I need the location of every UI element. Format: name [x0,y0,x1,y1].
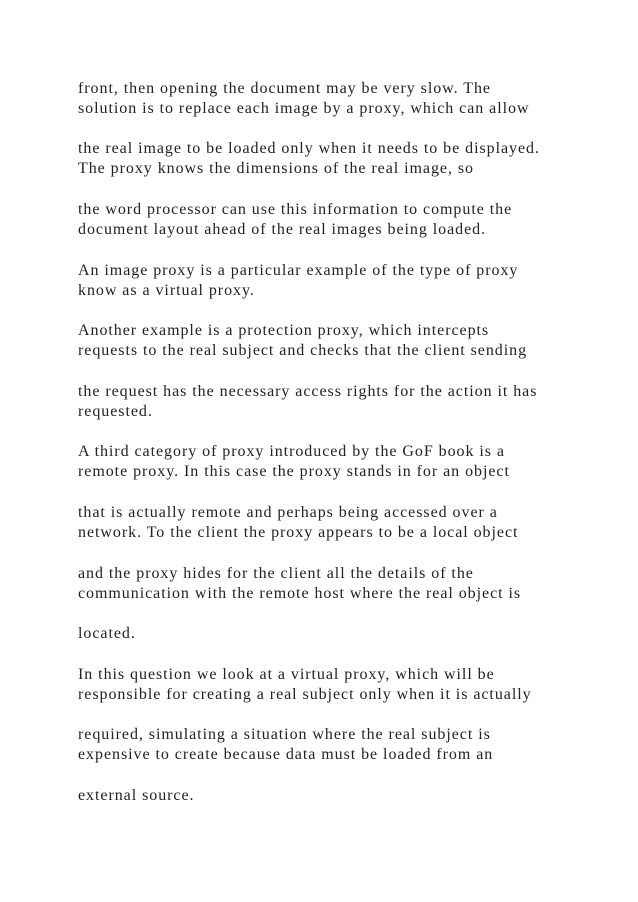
text-line: An image proxy is a particular example of the type of proxy [78,262,519,279]
text-line: the real image to be loaded only when it needs to be displayed. [78,140,540,157]
text-line: remote proxy. In this case the proxy stands in for an object [78,463,510,480]
text-line: expensive to create because data must be loaded from an [78,746,494,763]
text-line: located. [78,625,136,642]
text-line: that is actually remote and perhaps being accessed over a [78,504,498,521]
text-line: required, simulating a situation where the real subject is [78,726,491,743]
text-line: A third category of proxy introduced by the GoF book is a [78,443,505,460]
text-line: responsible for creating a real subject only when it is actually [78,686,532,703]
text-line: external source. [78,787,195,804]
text-line: requested. [78,403,153,420]
text-line: Another example is a protection proxy, which intercepts [78,322,490,339]
text-line: the request has the necessary access rights for the action it has [78,383,538,400]
text-line: network. To the client the proxy appears to be a local object [78,524,519,541]
text-line: The proxy knows the dimensions of the real image, so [78,160,474,177]
text-line: the word processor can use this information to compute the [78,201,513,218]
text-line: know as a virtual proxy. [78,282,255,299]
text-line: communication with the remote host where the real object is [78,585,522,602]
text-line: front, then opening the document may be very slow. The [78,80,491,97]
text-line: solution is to replace each image by a proxy, which can allow [78,100,530,117]
text-line: In this question we look at a virtual proxy, which will be [78,666,495,683]
text-line: requests to the real subject and checks that the client sending [78,342,528,359]
text-line: document layout ahead of the real images being loaded. [78,221,487,238]
text-line: and the proxy hides for the client all the details of the [78,565,474,582]
